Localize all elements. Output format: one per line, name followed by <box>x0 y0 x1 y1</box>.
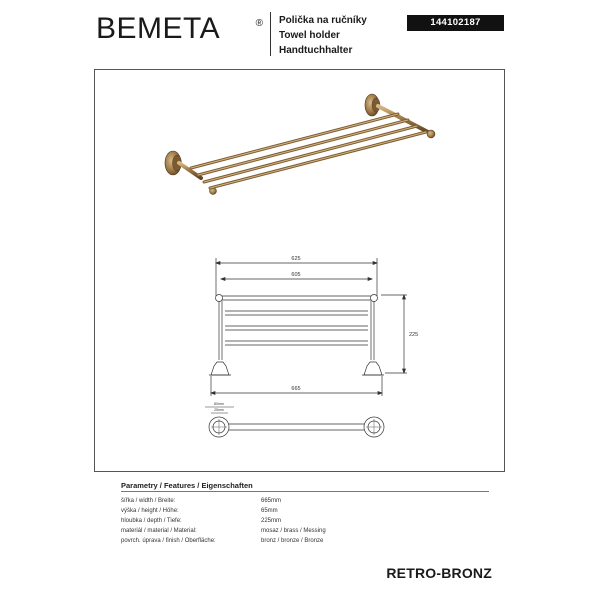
params-divider <box>121 491 489 492</box>
product-name-en: Towel holder <box>279 30 340 41</box>
product-code-badge: 144102187 <box>407 15 504 31</box>
series-name: RETRO-BRONZ <box>386 565 492 581</box>
front-view-drawing <box>209 258 407 396</box>
logo-text: BEMETA <box>96 12 221 45</box>
dim-label-80mm: 80mm <box>214 402 224 406</box>
towel-holder-illustration <box>165 94 435 195</box>
dim-label-665: 665 <box>291 386 301 392</box>
param-value: mosaz / brass / Messing <box>261 528 326 534</box>
product-names <box>279 13 367 58</box>
dim-label-605: 605 <box>291 272 301 278</box>
header-divider <box>270 12 271 56</box>
dim-label-625: 625 <box>291 256 301 262</box>
registered-mark: ® <box>255 18 263 29</box>
param-label: šířka / width / Breite: <box>121 498 176 504</box>
param-label: výška / height / Höhe: <box>121 508 179 514</box>
drawing-frame <box>94 69 505 472</box>
param-label: materiál / material / Material: <box>121 528 197 534</box>
top-view-drawing <box>205 407 384 437</box>
towel-rails <box>191 114 426 188</box>
param-value: 65mm <box>261 508 278 514</box>
dim-label-25mm: 25mm <box>214 408 224 412</box>
param-value: bronz / bronze / Bronze <box>261 538 324 544</box>
param-value: 225mm <box>261 518 282 524</box>
technical-drawing <box>95 70 506 473</box>
dim-label-225: 225 <box>409 332 419 338</box>
param-label: povrch. úprava / finish / Oberfläche: <box>121 538 216 544</box>
param-label: hloubka / depth / Tiefe: <box>121 518 182 524</box>
param-value: 665mm <box>261 498 282 504</box>
product-name-cz: Polička na ručníky <box>279 15 367 26</box>
params-title: Parametry / Features / Eigenschaften <box>121 481 253 490</box>
bemeta-logo <box>96 14 261 44</box>
product-name-de: Handtuchhalter <box>279 45 353 56</box>
